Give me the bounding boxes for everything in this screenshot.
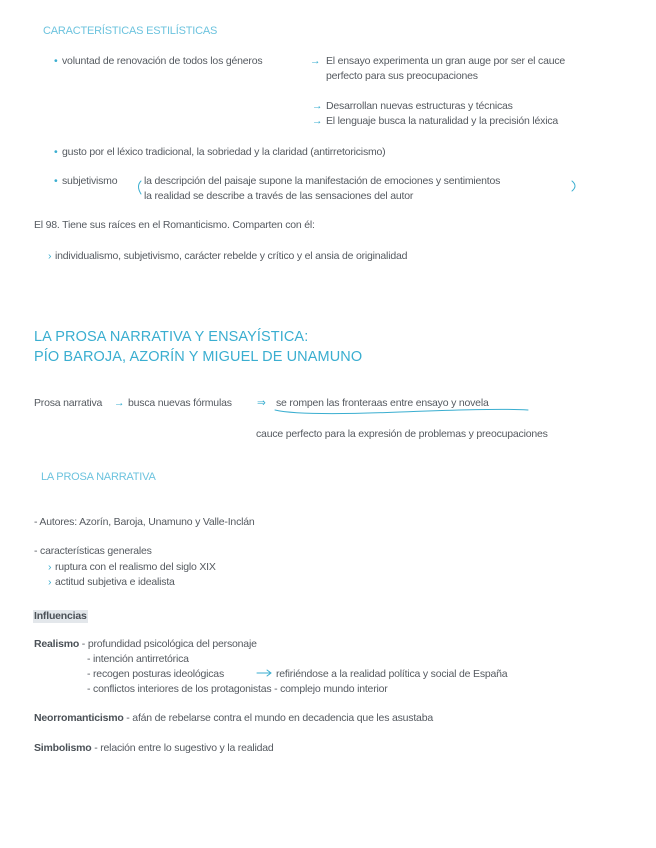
section-title-line1: LA PROSA NARRATIVA Y ENSAYÍSTICA:: [34, 329, 309, 345]
section-title-line2: PÍO BAROJA, AZORÍN Y MIGUEL DE UNAMUNO: [34, 349, 363, 365]
influencias-heading: Influencias: [34, 610, 87, 622]
simb-row: [34, 742, 274, 755]
formulas-text: busca nuevas fórmulas: [128, 397, 232, 409]
neo-text: - afán de rebelarse contra el mundo en decadencia que les asustaba: [123, 712, 433, 724]
bullet-subjetivismo: subjetivismo: [62, 175, 118, 187]
arrow-ideologicas: [257, 670, 271, 676]
estilisticas-heading: CARACTERÍSTICAS ESTILÍSTICAS: [43, 25, 218, 37]
bullet-marker: •: [54, 175, 58, 187]
chevron-right-icon: ›: [48, 576, 52, 588]
lenguaje-text: El lenguaje busca la naturalidad y la precisión léxica: [326, 115, 559, 127]
neo-row: [34, 712, 433, 725]
neo-label: Neorromanticismo: [34, 712, 124, 724]
prosa-label: Prosa narrativa: [34, 397, 103, 409]
realismo-1: - profundidad psicológica del personaje: [79, 638, 257, 650]
estructuras-text: Desarrollan nuevas estructuras y técnicas: [326, 100, 513, 112]
realismo-3: - recogen posturas ideológicas: [87, 668, 225, 680]
actitud-text: actitud subjetiva e idealista: [55, 576, 175, 588]
bullet-marker: •: [54, 55, 58, 67]
romanticismo-intro: El 98. Tiene sus raíces en el Romanticismo. Comparten con él:: [34, 219, 315, 231]
realidad-text: la realidad se describe a través de las sensaciones del autor: [144, 190, 414, 202]
simb-label: Simbolismo: [34, 742, 92, 754]
brace-connector: [139, 181, 142, 194]
chevron-right-icon: ›: [48, 561, 52, 573]
cauce-text: cauce perfecto para la expresión de problemas y preocupaciones: [256, 428, 548, 440]
realismo-label: Realismo: [34, 638, 80, 650]
arrow-icon: →: [310, 55, 321, 67]
chevron-right-icon: ›: [48, 250, 52, 262]
bullet-renovacion: voluntad de renovación de todos los géneros: [62, 55, 263, 67]
double-arrow-icon: ⇒: [257, 397, 266, 409]
realismo-row: [34, 638, 257, 651]
arrow-icon: →: [114, 397, 125, 409]
realismo-3b: refiriéndose a la realidad política y social de España: [276, 668, 508, 680]
ensayo-text-2: perfecto para sus preocupaciones: [326, 70, 478, 82]
realismo-4: - conflictos interiores de los protagonistas - complejo mundo interior: [87, 683, 388, 695]
paisaje-text: la descripción del paisaje supone la manifestación de emociones y sentimientos: [144, 175, 501, 187]
romanticismo-item: individualismo, subjetivismo, carácter rebelde y crítico y el ansia de originalidad: [55, 250, 408, 262]
fronteras-text: se rompen las fronteraas entre ensayo y novela: [276, 397, 489, 409]
narrativa-heading: LA PROSA NARRATIVA: [41, 471, 156, 483]
autores-text: - Autores: Azorín, Baroja, Unamuno y Valle-Inclán: [34, 516, 255, 528]
arrow-icon: →: [312, 100, 323, 112]
bullet-marker: •: [54, 146, 58, 158]
caracteristicas-text: - características generales: [34, 545, 152, 557]
brace-connector: [572, 181, 575, 191]
ruptura-text: ruptura con el realismo del siglo XIX: [55, 561, 216, 573]
arrow-icon: →: [312, 115, 323, 127]
realismo-2: - intención antirretórica: [87, 653, 189, 665]
bullet-lexico: gusto por el léxico tradicional, la sobriedad y la claridad (antirretoricismo): [62, 146, 386, 158]
ensayo-text-1: El ensayo experimenta un gran auge por ser el cauce: [326, 55, 566, 67]
simb-text: - relación entre lo sugestivo y la realidad: [91, 742, 274, 754]
